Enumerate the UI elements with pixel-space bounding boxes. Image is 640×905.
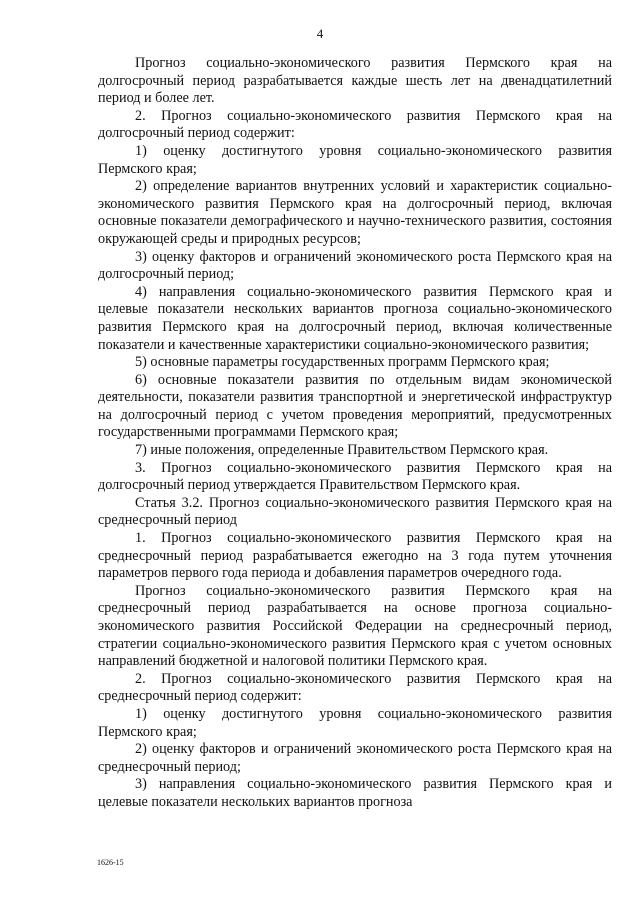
paragraph-long-term-approval: 3. Прогноз социально-экономического развития Пермского края на долгосрочный период утверждается Правительством Пермского края. <box>98 459 612 494</box>
paragraph-long-term-forecast-period: Прогноз социально-экономического развития Пермского края на долгосрочный период разрабатывается каждые шесть лет на двенадцатилетний период и более лет. <box>98 55 612 107</box>
list-item-medium-term-3: 3) направления социально-экономического развития Пермского края и целевые показатели нескольких вариантов прогноза <box>98 776 612 810</box>
paragraph-medium-term-contents: 2. Прогноз социально-экономического развития Пермского края на среднесрочный период содержит: <box>98 670 612 705</box>
document-code: 1626-15 <box>97 858 124 867</box>
list-item-long-term-7: 7) иные положения, определенные Правительством Пермского края. <box>135 442 549 459</box>
list-item-long-term-3: 3) оценку факторов и ограничений экономического роста Пермского края на долгосрочный период; <box>98 248 612 283</box>
list-item-long-term-5: 5) основные параметры государственных программ Пермского края; <box>135 354 550 371</box>
paragraph-long-term-forecast-contents: 2. Прогноз социально-экономического развития Пермского края на долгосрочный период содержит: <box>98 107 612 142</box>
list-item-long-term-1: 1) оценку достигнутого уровня социально-экономического развития Пермского края; <box>98 142 612 177</box>
list-item-medium-term-2: 2) оценку факторов и ограничений экономического роста Пермского края на среднесрочный период; <box>98 741 612 775</box>
paragraph-medium-term-basis: Прогноз социально-экономического развития Пермского края на среднесрочный период разрабатывается на основе прогноза социально-экономического развития Российской Федерации на среднесрочный период, стратегии социально-экономического развития Пермского края с учетом основных направлений бюджетной и налоговой политики Пермского края. <box>98 582 612 670</box>
paragraph-medium-term-period: 1. Прогноз социально-экономического развития Пермского края на среднесрочный период разрабатывается ежегодно на 3 года путем уточнения параметров первого года периода и добавления параметров очередного года. <box>98 530 612 582</box>
document-body <box>98 55 612 812</box>
list-item-medium-term-1: 1) оценку достигнутого уровня социально-экономического развития Пермского края; <box>98 705 612 740</box>
article-heading-3-2: Статья 3.2. Прогноз социально-экономического развития Пермского края на среднесрочный период <box>98 494 612 529</box>
list-item-long-term-6: 6) основные показатели развития по отдельным видам экономической деятельности, показатели развития транспортной и энергетической инфраструктур на долгосрочный период с учетом проведения мероприятий, предусмотренных государственными программами Пермского края; <box>98 371 612 441</box>
list-item-long-term-2: 2) определение вариантов внутренних условий и характеристик социально-экономического развития Пермского края на долгосрочный период, включая основные показатели демографического и научно-технического развития, состояния окружающей среды и природных ресурсов; <box>98 178 612 247</box>
page-number: 4 <box>316 26 324 41</box>
list-item-long-term-4: 4) направления социально-экономического развития Пермского края и целевые показатели нескольких вариантов прогноза социально-экономического развития Пермского края на долгосрочный период, включая количественные показатели и качественные характеристики социально-экономического развития; <box>98 283 612 353</box>
